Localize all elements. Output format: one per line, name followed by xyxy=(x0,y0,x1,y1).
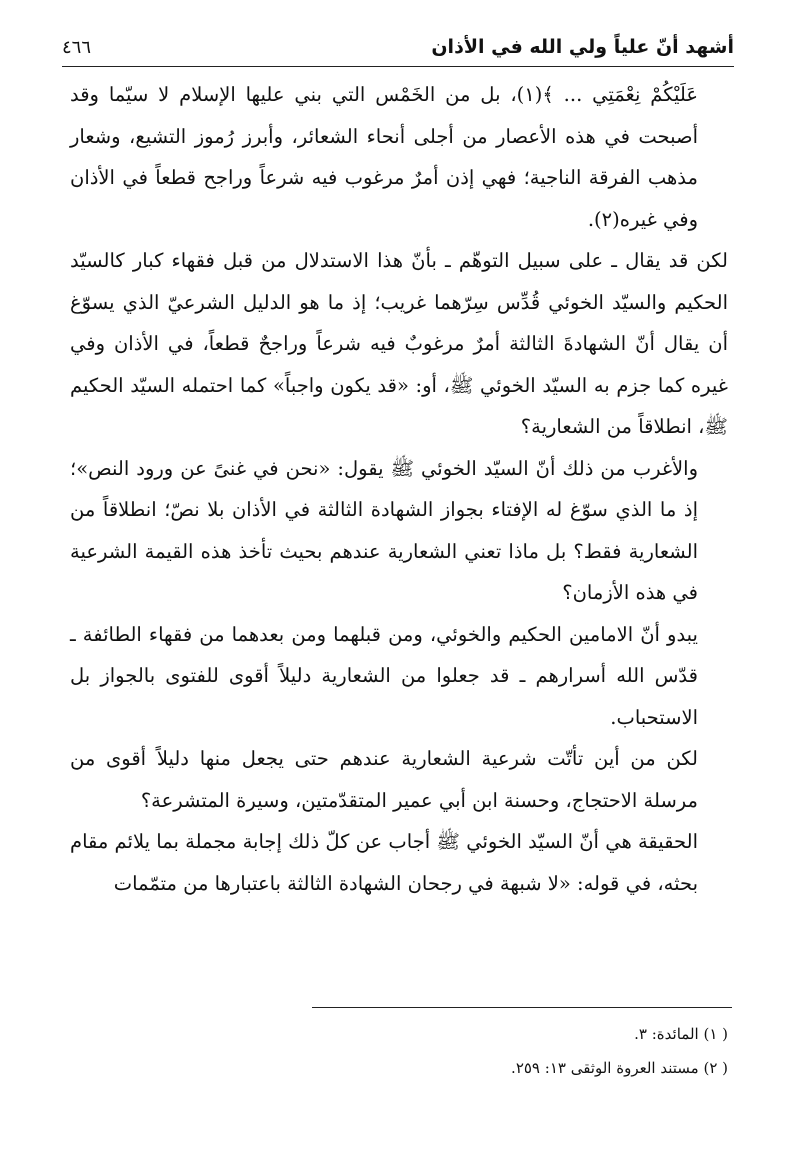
paragraph: عَلَيْكُمْ نِعْمَتِي ... ﴾(١)، بل من الخَمْس التي بني عليها الإسلام لا سيّما وقد أصبحت في هذه الأعصار من أجلى أنحاء الشعائر، وأبرز رُموز التشيع، وشعار مذهب الفرقة الناجية؛ فهي إذن أمرٌ مرغوب فيه شرعاً وراجح قطعاً في الأذان وفي غيره(٢). xyxy=(70,83,698,231)
paragraph: والأغرب من ذلك أنّ السيّد الخوئي ﷺ يقول: «نحن في غنىً عن ورود النص»؛ إذ ما الذي سوّغ له الإفتاء بجواز الشهادة الثالثة في الأذان بلا نصّ؛ انطلاقاً من الشعارية فقط؟ بل ماذا تعني الشعارية عندهم بحيث تأخذ هذه القيمة الشرعية في هذه الأزمان؟ xyxy=(70,456,698,604)
paragraph: لكن من أين تأتّت شرعية الشعارية عندهم حتى يجعل منها دليلاً أقوى من مرسلة الاحتجاج، وحسنة ابن أبي عمير المتقدّمتين، وسيرة المتشرعة؟ xyxy=(70,747,698,812)
running-title: أشهد أنّ علياً ولي الله في الأذان xyxy=(431,36,734,58)
footnote-rule xyxy=(312,1007,732,1008)
header-rule xyxy=(62,66,734,67)
running-header xyxy=(62,28,734,66)
footnote: ( ٢) مستند العروة الوثقى ١٣: ٢٥٩. xyxy=(511,1059,728,1077)
page-number: ٤٦٦ xyxy=(62,36,92,58)
main-text xyxy=(70,74,728,904)
paragraph: لكن قد يقال ـ على سبيل التوهّم ـ بأنّ هذا الاستدلال من قبل فقهاء كبار كالسيّد الحكيم والسيّد الخوئي قُدِّس سِرّهما غريب؛ إذ ما هو الدليل الشرعيّ الذي يسوّغ أن يقال أنّ الشهادةَ الثالثة أمرٌ مرغوبٌ فيه شرعاً وراجحٌ قطعاً، في الأذان وفي غيره كما جزم به السيّد الخوئي ﷺ، أو: «قد يكون واجباً» كما احتمله السيّد الحكيم ﷺ، انطلاقاً من الشعارية؟ xyxy=(70,249,728,438)
paragraph: يبدو أنّ الامامين الحكيم والخوئي، ومن قبلهما ومن بعدهما من فقهاء الطائفة ـ قدّس الله أسرارهم ـ قد جعلوا من الشعارية دليلاً أقوى للفتوى بالجواز بل الاستحباب. xyxy=(70,622,698,729)
footnotes xyxy=(70,1017,728,1085)
footnote: ( ١) المائدة: ٣. xyxy=(634,1025,728,1043)
paragraph: الحقيقة هي أنّ السيّد الخوئي ﷺ أجاب عن كلّ ذلك إجابة مجملة بما يلائم مقام بحثه، في قوله: «لا شبهة في رجحان الشهادة الثالثة باعتبارها من متمّمات xyxy=(70,830,698,895)
